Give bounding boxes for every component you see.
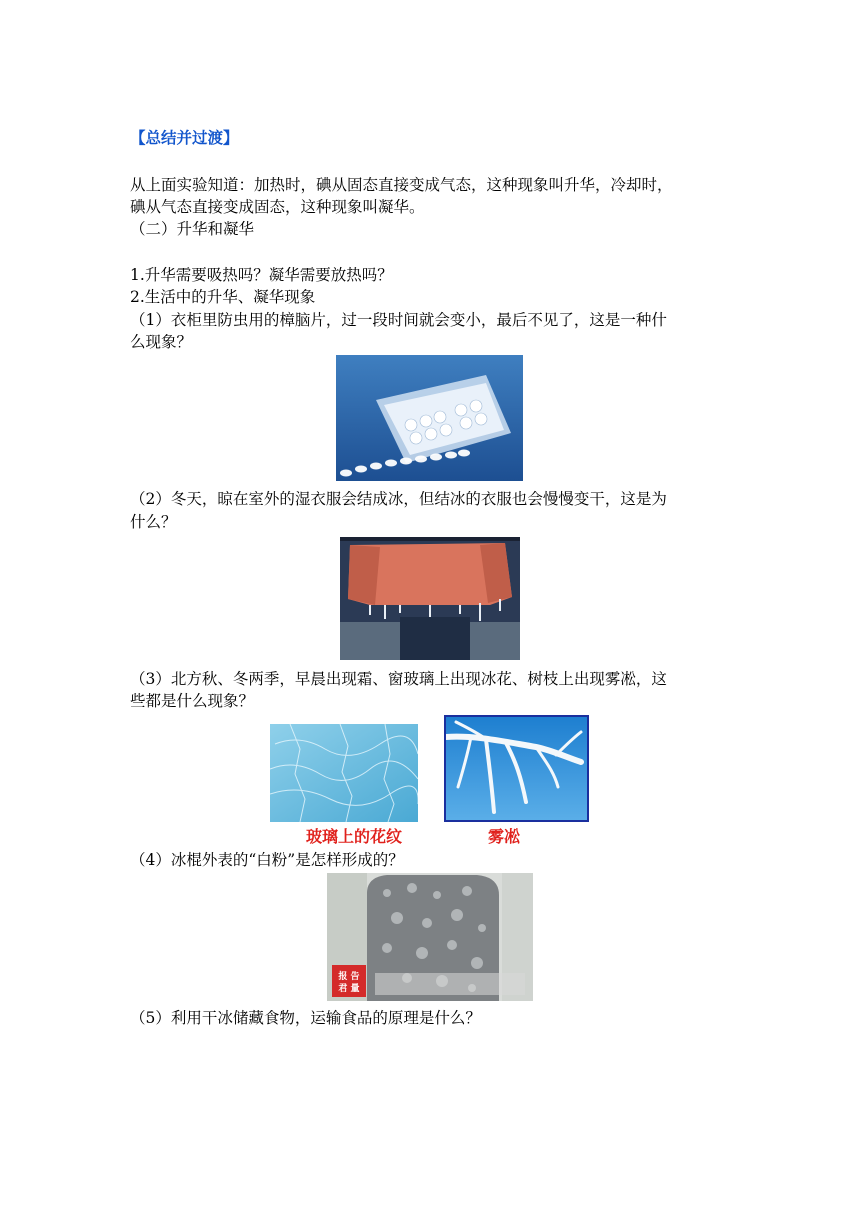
summary-heading: 【总结并过渡】 [130, 129, 239, 147]
caption-glass-pattern: 玻璃上的花纹 [306, 827, 403, 846]
intro-line-1: 从上面实验知道：加热时，碘从固态直接变成气态，这种现象叫升华，冷却时， [130, 176, 673, 194]
question-2: 2.生活中的升华、凝华现象 [130, 288, 316, 306]
svg-text:报 告: 报 告 [338, 972, 360, 982]
rime-branch-image [444, 715, 589, 822]
item-4: （4）冰棍外表的“白粉”是怎样形成的？ [130, 851, 404, 869]
svg-text:君 量: 君 量 [338, 984, 360, 994]
item-1-line-2: 么现象？ [130, 333, 193, 351]
item-2-line-2: 什么？ [130, 513, 177, 531]
section-title: （二）升华和凝华 [130, 220, 255, 238]
frozen-clothes-image [340, 537, 520, 660]
item-2-line-1: （2）冬天，晾在室外的湿衣服会结成冰，但结冰的衣服也会慢慢变干，这是为 [130, 490, 667, 508]
popsicle-frost-image [327, 873, 533, 1001]
item-3-line-2: 些都是什么现象？ [130, 692, 255, 710]
question-1: 1.升华需要吸热吗？凝华需要放热吗？ [130, 266, 393, 284]
camphor-tablets-image [336, 355, 523, 481]
item-3-line-1: （3）北方秋、冬两季，早晨出现霜、窗玻璃上出现冰花、树枝上出现雾凇，这 [130, 670, 667, 688]
frost-glass-image [270, 724, 418, 822]
intro-line-2: 碘从气态直接变成固态，这种现象叫凝华。 [130, 198, 425, 216]
item-1-line-1: （1）衣柜里防虫用的樟脑片，过一段时间就会变小，最后不见了，这是一种什 [130, 311, 667, 329]
item-5: （5）利用干冰储藏食物，运输食品的原理是什么？ [130, 1009, 481, 1027]
caption-rime: 雾凇 [488, 827, 521, 846]
